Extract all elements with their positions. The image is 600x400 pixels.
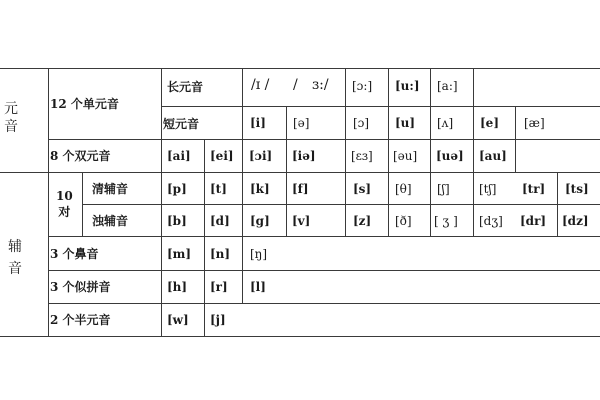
voiced-cell: [z] xyxy=(353,214,372,228)
voiceless-cell: [tr] xyxy=(522,182,546,196)
consonants-group-label: 辅 音 xyxy=(8,239,22,277)
voiced-cell: [d] xyxy=(210,214,230,228)
grid-line xyxy=(286,106,287,237)
grid-line xyxy=(345,68,346,236)
voiceless-label: 清辅音 xyxy=(92,182,129,196)
grid-line xyxy=(242,68,243,304)
short-vowel-cell: [æ] xyxy=(524,116,545,130)
voiced-cell: [dʒ] xyxy=(479,214,503,228)
grid-line xyxy=(204,139,205,336)
voiced-cell: [g] xyxy=(250,214,270,228)
grid-line xyxy=(161,68,162,336)
liquid-cell: [h] xyxy=(167,280,188,294)
diphthong-cell: [ɔi] xyxy=(249,149,273,163)
long-vowel-cell: /ɪ / xyxy=(251,77,270,93)
voiceless-cell: [ʃ] xyxy=(437,182,450,196)
diphthong-cell: [əu] xyxy=(393,149,418,163)
semivowel-cell: [w] xyxy=(167,313,189,327)
diphthong-cell: [ɛɜ] xyxy=(351,149,373,163)
voiceless-cell: [t] xyxy=(210,182,227,196)
grid-line xyxy=(515,106,516,172)
liquid-cell: [l] xyxy=(250,280,266,294)
diphthong-cell: [ai] xyxy=(167,149,191,163)
liquids-label: 3 个似拼音 xyxy=(50,280,111,294)
long-vowel-cell: ɜ:/ xyxy=(312,77,329,93)
grid-line xyxy=(0,336,600,337)
grid-line xyxy=(0,172,600,173)
long-vowel-cell: [u:] xyxy=(395,79,420,93)
voiceless-cell: [θ] xyxy=(395,182,412,196)
voiceless-cell: [p] xyxy=(167,182,187,196)
voiceless-cell: [s] xyxy=(353,182,372,196)
grid-line xyxy=(48,303,600,304)
short-vowel-cell: [u] xyxy=(395,116,416,130)
diphthong-cell: [au] xyxy=(479,149,507,163)
monophthongs-label: 12 个单元音 xyxy=(50,97,119,111)
grid-line xyxy=(161,106,600,107)
voiced-cell: [dr] xyxy=(520,214,547,228)
voiceless-cell: [ts] xyxy=(565,182,589,196)
nasals-label: 3 个鼻音 xyxy=(50,247,99,261)
short-vowel-cell: [i] xyxy=(250,116,266,130)
grid-line xyxy=(48,270,600,271)
voiced-cell: [ ʒ ] xyxy=(434,214,458,228)
nasal-cell: [n] xyxy=(210,247,231,261)
voiced-cell: [dz] xyxy=(562,214,589,228)
grid-line xyxy=(557,172,558,236)
pairs-label: 10 对 xyxy=(56,189,73,219)
grid-line xyxy=(0,68,600,69)
long-vowels-label: 长元音 xyxy=(167,80,204,94)
long-vowel-cell: / xyxy=(293,77,298,93)
liquid-cell: [r] xyxy=(210,280,228,294)
diphthong-cell: [iə] xyxy=(292,149,316,163)
long-vowel-cell: [a:] xyxy=(437,79,458,93)
short-vowels-label: 短元音 xyxy=(163,117,200,131)
grid-line xyxy=(82,204,600,205)
grid-line xyxy=(473,68,474,236)
voiced-cell: [b] xyxy=(167,214,187,228)
voiced-cell: [ð] xyxy=(395,214,412,228)
voiced-cell: [v] xyxy=(292,214,311,228)
nasal-cell: [ŋ] xyxy=(250,247,268,261)
grid-line xyxy=(48,139,600,140)
grid-line xyxy=(430,68,431,236)
short-vowel-cell: [ə] xyxy=(293,116,310,130)
diphthong-cell: [ei] xyxy=(210,149,234,163)
grid-line xyxy=(48,68,49,336)
grid-line xyxy=(82,172,83,236)
semivowels-label: 2 个半元音 xyxy=(50,313,111,327)
grid-line xyxy=(48,236,600,237)
voiceless-cell: [tʃ] xyxy=(479,182,497,196)
voiceless-cell: [k] xyxy=(250,182,270,196)
voiceless-cell: [f] xyxy=(292,182,309,196)
long-vowel-cell: [ɔ:] xyxy=(352,79,373,93)
diphthong-cell: [uə] xyxy=(436,149,464,163)
short-vowel-cell: [e] xyxy=(480,116,499,130)
voiced-label: 浊辅音 xyxy=(92,214,129,228)
grid-line xyxy=(388,68,389,236)
short-vowel-cell: [ʌ] xyxy=(437,116,454,130)
semivowel-cell: [j] xyxy=(210,313,226,327)
vowels-group-label: 元 音 xyxy=(4,101,18,135)
diphthongs-label: 8 个双元音 xyxy=(50,149,111,163)
short-vowel-cell: [ɔ] xyxy=(353,116,370,130)
nasal-cell: [m] xyxy=(167,247,192,261)
